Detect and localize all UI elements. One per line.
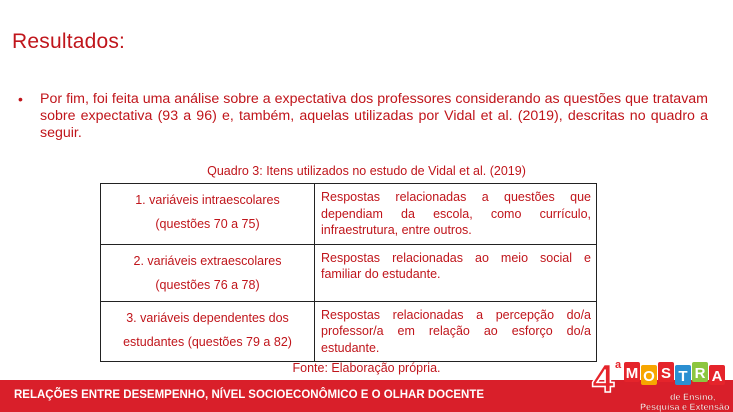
logo-letter: S [660,365,672,382]
logo-letter: T [678,368,688,385]
table-row [101,184,597,245]
table-cell-item [101,301,315,362]
logo-number: 4 [592,357,615,401]
logo-line1: de Ensino, [670,392,716,402]
item-label: 1. variáveis intraescolares [135,193,280,207]
item-label: 2. variáveis extraescolares [133,253,282,268]
logo-letter: M [625,365,639,382]
bullet-text: Por fim, foi feita uma análise sobre a expectativa dos professores considerando as questões que tratavam sobre expectativa (93 a 96) e, também, aquelas utilizadas por Vidal et al. (2019), descritas no quadro a seguir. [40,91,708,141]
bullet-marker: • [18,91,23,107]
footer-title: RELAÇÕES ENTRE DESEMPENHO, NÍVEL SOCIOECONÔMICO E O OLHAR DOCENTE [14,389,485,401]
table-source: Fonte: Elaboração própria. [292,361,441,375]
table-cell-item [101,184,315,245]
table-caption: Quadro 3: Itens utilizados no estudo de Vidal et al. (2019) [207,164,526,178]
item-range: (questões 70 a 75) [155,217,260,231]
table-cell-description: Respostas relacionadas ao meio social e familiar do estudante. [315,244,597,301]
table-cell-description: Respostas relacionadas a percepção do/a professor/a em relação ao esforço do/a estudante. [315,301,597,362]
items-table [100,183,597,362]
table-row [101,244,597,301]
item-label: 3. variáveis dependentes dos [126,310,289,325]
logo-letter: R [694,365,706,382]
item-range: estudantes (questões 79 a 82) [123,334,292,349]
table-cell-description: Respostas relacionadas a questões que dependiam da escola, como currículo, infraestrutura, entre outros. [315,184,597,245]
table-row [101,301,597,362]
mostra-logo [588,352,733,412]
logo-line2: Pesquisa e Extensão [640,402,730,412]
logo-superscript: a [615,359,622,371]
slide-title: Resultados: [12,30,126,53]
bullet-paragraph [18,91,708,142]
table-cell-item [101,244,315,301]
logo-letters [624,362,725,385]
logo-letter: A [711,368,723,385]
logo-letter: O [643,368,655,385]
item-range: (questões 76 a 78) [155,277,260,292]
